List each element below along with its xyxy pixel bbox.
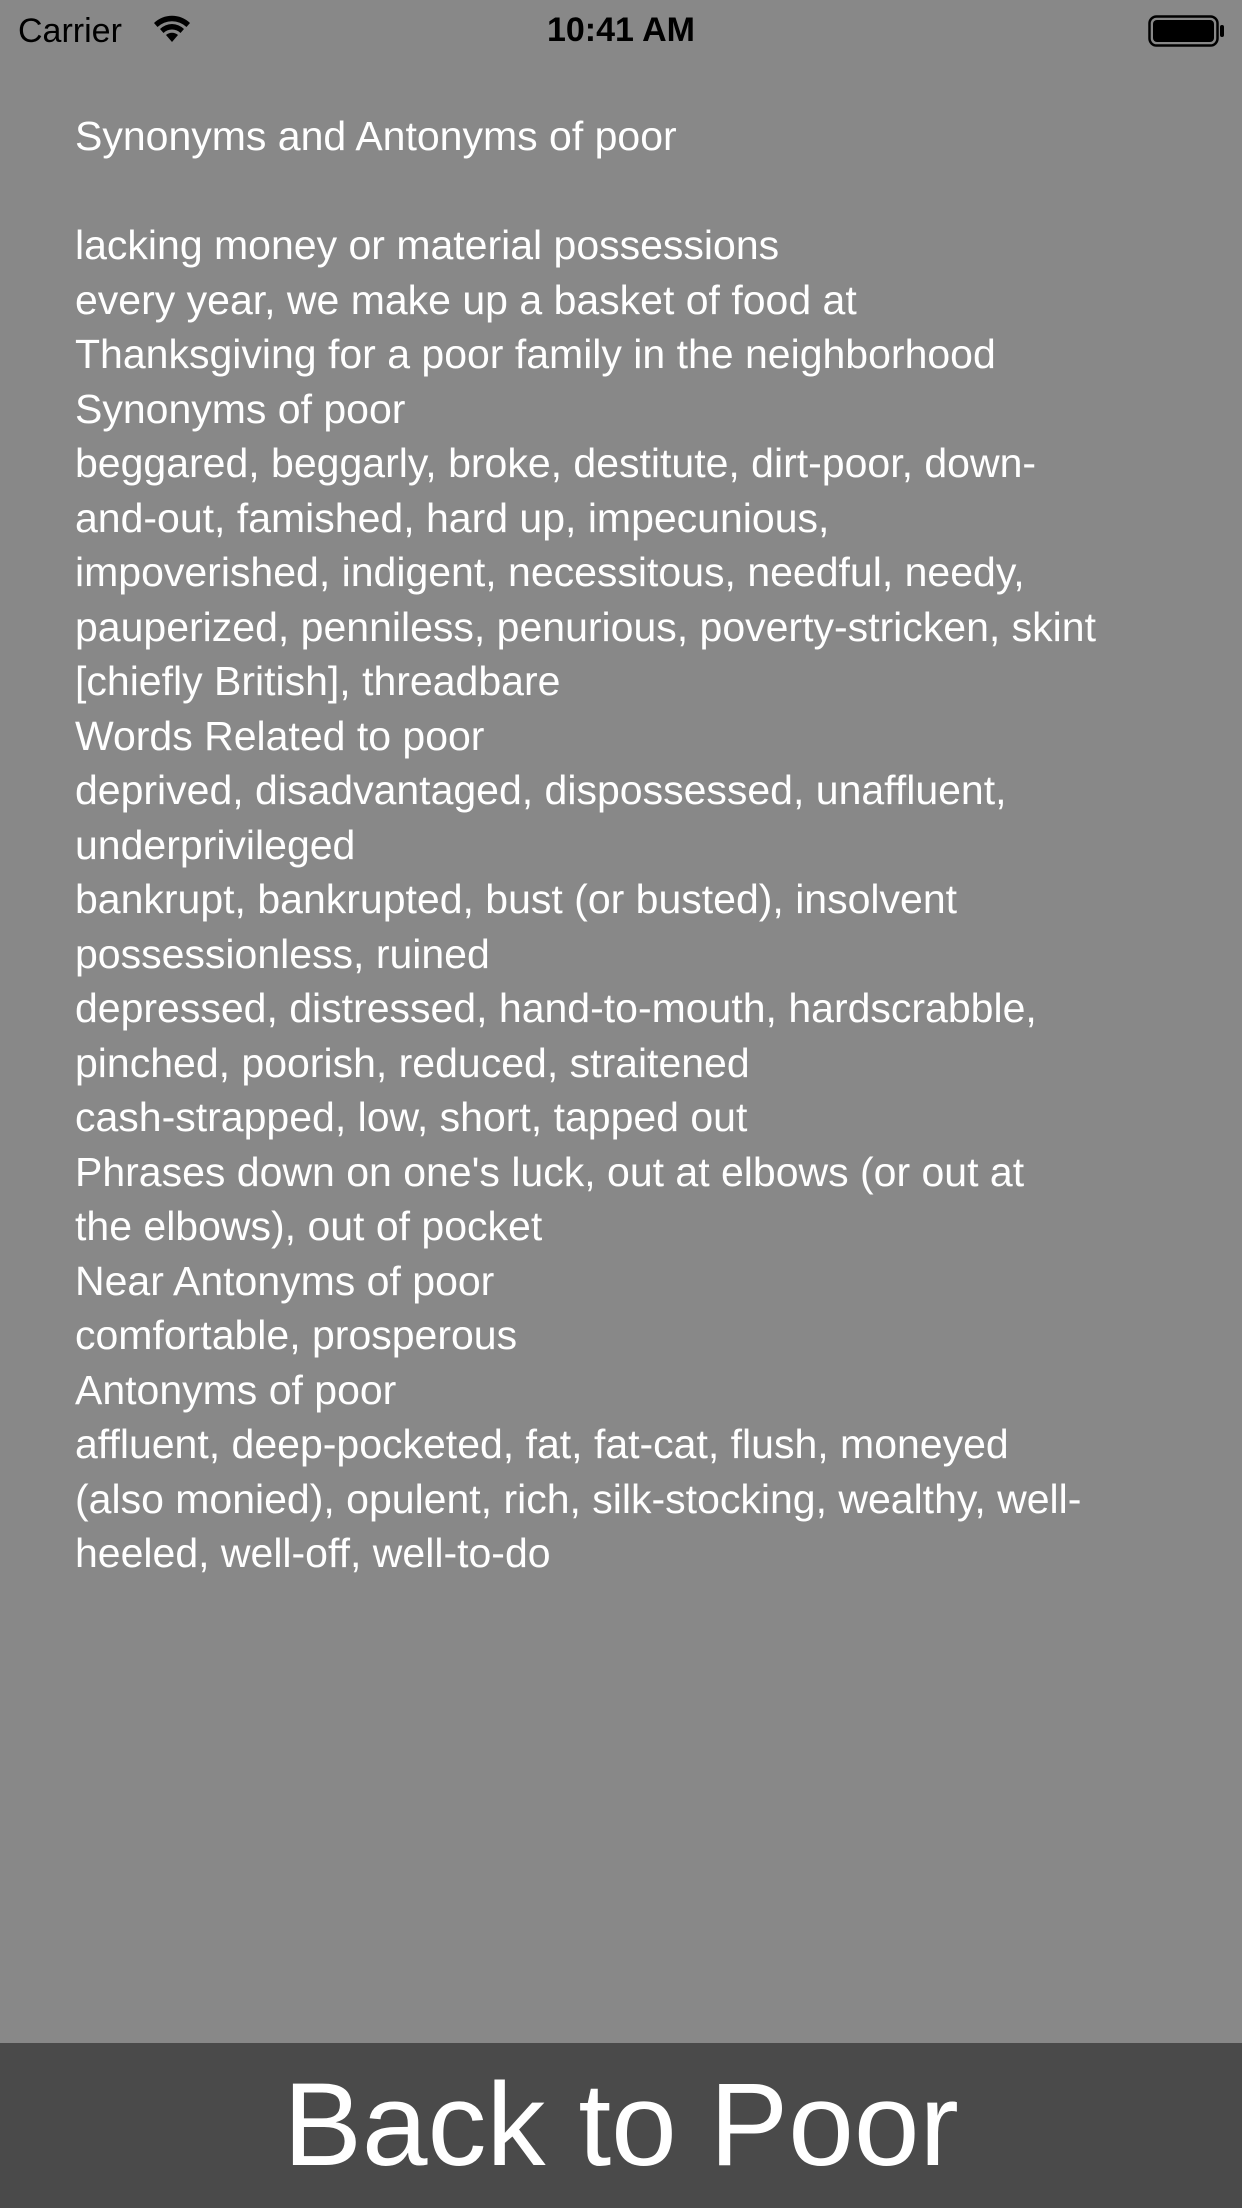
text-line: deprived, disadvantaged, dispossessed, unaffluent, [75, 767, 1007, 813]
back-to-poor-button[interactable]: Back to Poor [0, 2043, 1242, 2208]
text-line: bankrupt, bankrupted, bust (or busted), insolvent [75, 876, 958, 922]
text-line: underprivileged [75, 821, 356, 868]
text-line: affluent, deep-pocketed, fat, fat-cat, flush, moneyed [75, 1421, 1009, 1467]
page-title: Synonyms and Antonyms of poor [75, 113, 677, 159]
text-line: every year, we make up a basket of food at [75, 276, 857, 323]
text-line: heeled, well-off, well-to-do [75, 1530, 551, 1576]
text-line: pinched, poorish, reduced, straitened [75, 1039, 750, 1086]
carrier-label: Carrier [18, 12, 122, 50]
text-line: and-out, famished, hard up, impecunious, [75, 494, 830, 541]
text-line: (also monied), opulent, rich, silk-stocking, wealthy, well- [75, 1475, 1082, 1522]
text-line: possessionless, ruined [75, 930, 490, 977]
text-line: [chiefly British], threadbare [75, 658, 561, 704]
text-line: pauperized, penniless, penurious, poverty-stricken, skint [75, 603, 1096, 650]
antonyms-heading: Antonyms of poor [75, 1366, 397, 1413]
text-line: comfortable, prosperous [75, 1312, 518, 1358]
definition-content [75, 109, 1185, 1581]
text-line: beggared, beggarly, broke, destitute, dirt-poor, down- [75, 440, 1037, 486]
text-line: cash-strapped, low, short, tapped out [75, 1094, 748, 1140]
battery-full-icon [1148, 14, 1226, 48]
text-line: impoverished, indigent, necessitous, needful, needy, [75, 549, 1025, 595]
status-time: 10:41 AM [546, 11, 696, 49]
near-antonyms-heading: Near Antonyms of poor [75, 1257, 495, 1304]
related-words-heading: Words Related to poor [75, 712, 485, 759]
text-line: the elbows), out of pocket [75, 1203, 543, 1249]
text-line: Thanksgiving for a poor family in the neighborhood [75, 331, 996, 377]
text-line: lacking money or material possessions [75, 222, 780, 268]
phrases-line: Phrases down on one's luck, out at elbows (or out at [75, 1148, 1025, 1195]
text-line: depressed, distressed, hand-to-mouth, hardscrabble, [75, 985, 1037, 1031]
synonyms-heading: Synonyms of poor [75, 385, 406, 432]
blank-line [75, 164, 1185, 219]
status-bar [0, 0, 1242, 62]
